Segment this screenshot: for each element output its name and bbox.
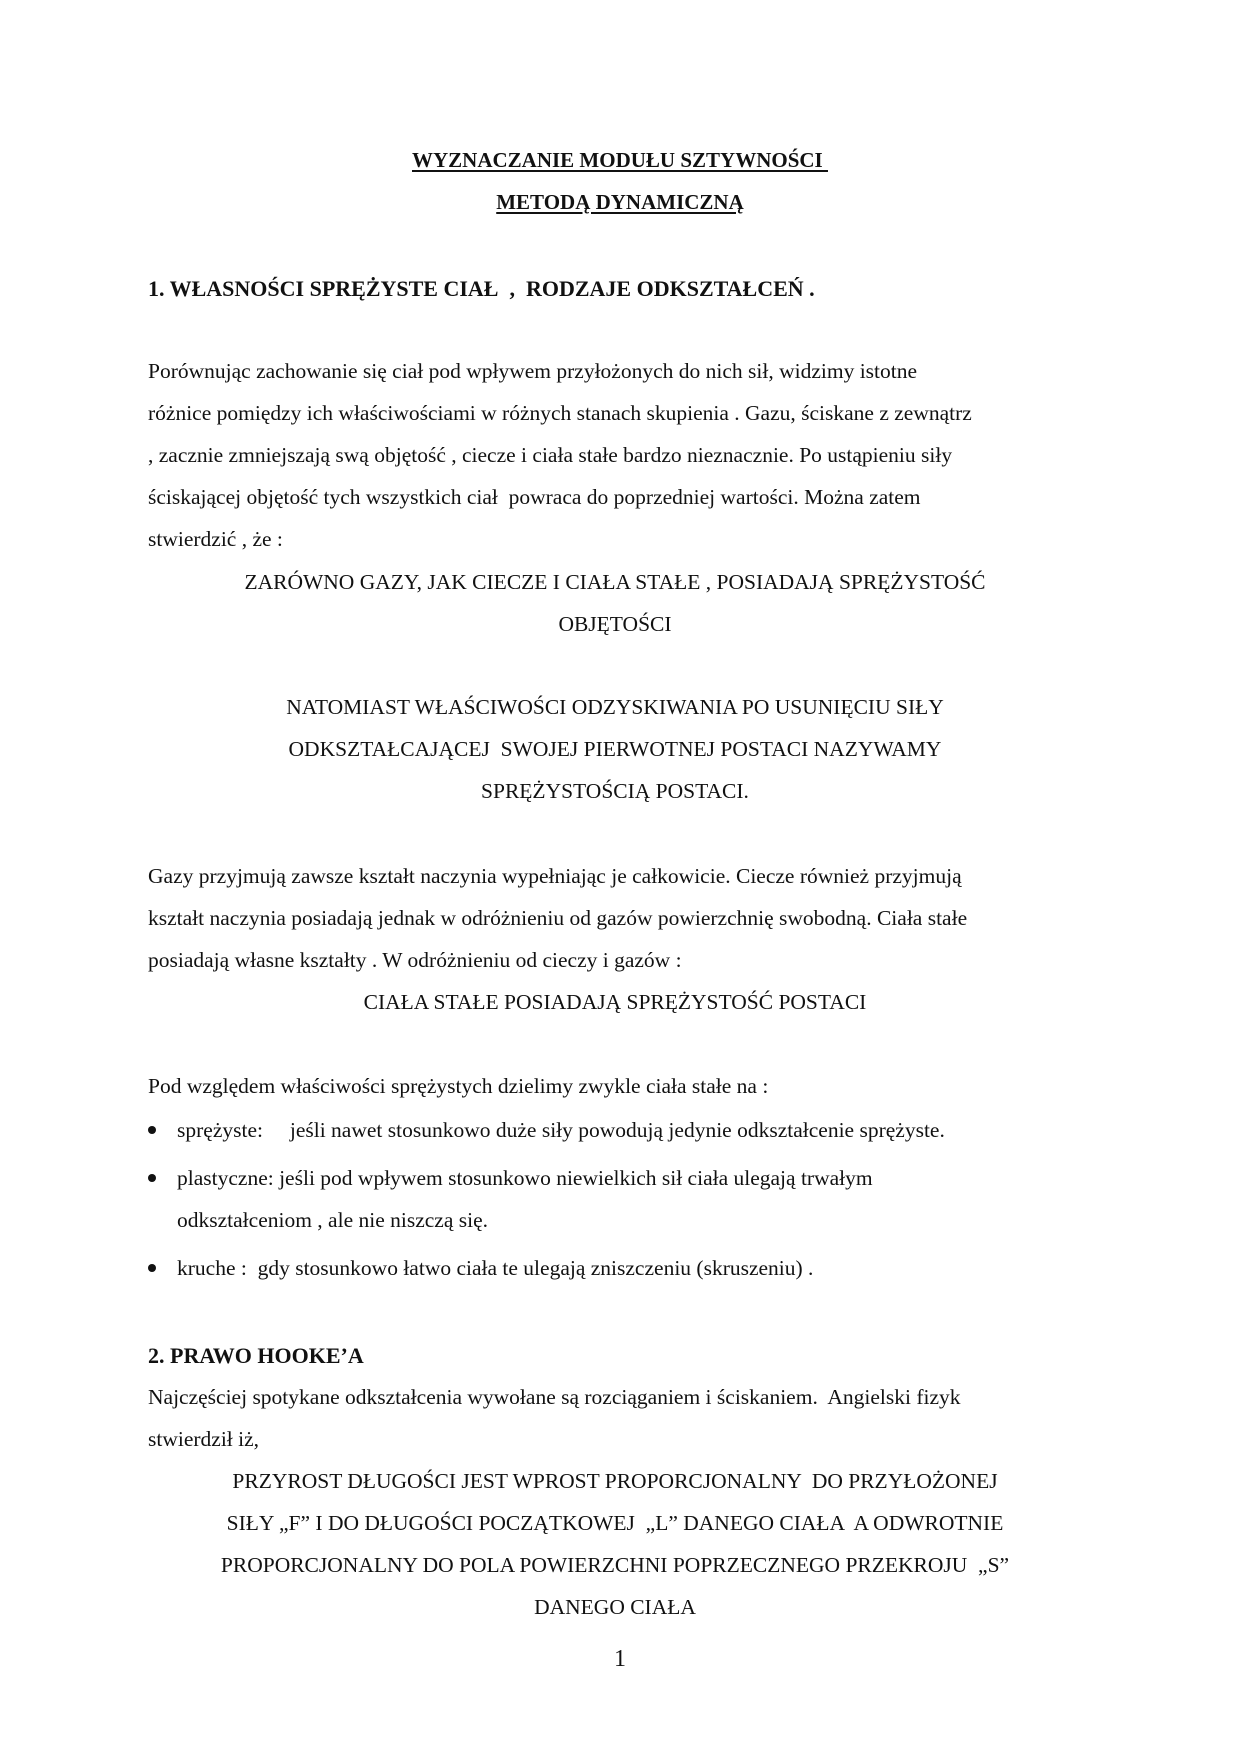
page-number: 1 xyxy=(614,1646,626,1672)
paragraph-1-line: Porównując zachowanie się ciał pod wpływem przyłożonych do nich sił, widzimy istotne xyxy=(148,359,918,383)
paragraph-4-line: stwierdził iż, xyxy=(148,1427,260,1451)
paragraph-1-line: różnice pomiędzy ich właściwościami w różnych stanach skupienia . Gazu, ściskane z zewnątrz xyxy=(148,401,972,425)
list-item xyxy=(148,1247,1108,1289)
bullet-icon xyxy=(148,1264,156,1272)
bullet-icon xyxy=(148,1174,156,1182)
list-item-text: kruche : gdy stosunkowo łatwo ciała te ulegają zniszczeniu (skruszeniu) . xyxy=(177,1256,814,1280)
list-item-text: plastyczne: jeśli pod wpływem stosunkowo niewielkich sił ciała ulegają trwałym xyxy=(177,1166,873,1190)
paragraph-2-line: kształt naczynia posiadają jednak w odróżnieniu od gazów powierzchnię swobodną. Ciała stałe xyxy=(148,906,968,930)
statement-2 xyxy=(140,686,1090,812)
paragraph-1-line: , zacznie zmniejszają swą objętość , ciecze i ciała stałe bardzo nieznacznie. Po ustąpieniu siły xyxy=(148,443,953,467)
paragraph-2-line: posiadają własne kształty . W odróżnieniu od cieczy i gazów : xyxy=(148,948,682,972)
statement-1 xyxy=(140,561,1090,645)
bullet-icon xyxy=(148,1126,156,1134)
paragraph-1 xyxy=(148,350,1098,560)
paragraph-4 xyxy=(148,1376,1098,1460)
statement-2-line: ODKSZTAŁCAJĄCEJ SWOJEJ PIERWOTNEJ POSTACI NAZYWAMY xyxy=(288,737,942,761)
statement-4-line: DANEGO CIAŁA xyxy=(534,1595,696,1619)
list-item xyxy=(148,1157,1108,1241)
list-item xyxy=(148,1109,1108,1151)
paragraph-3 xyxy=(148,1065,1098,1107)
paragraph-2-line: Gazy przyjmują zawsze kształt naczynia wypełniając je całkowicie. Ciecze również przyjmują xyxy=(148,864,962,888)
section-1-heading: 1. WŁASNOŚCI SPRĘŻYSTE CIAŁ , RODZAJE ODKSZTAŁCEŃ . xyxy=(148,276,815,301)
statement-4-line: SIŁY „F” I DO DŁUGOŚCI POCZĄTKOWEJ „L” DANEGO CIAŁA A ODWROTNIE xyxy=(226,1511,1004,1535)
statement-4-line: PROPORCJONALNY DO POLA POWIERZCHNI POPRZECZNEGO PRZEKROJU „S” xyxy=(220,1553,1010,1577)
document-title-line-1: WYZNACZANIE MODUŁU SZTYWNOŚCI xyxy=(412,148,828,172)
paragraph-2 xyxy=(148,855,1098,981)
paragraph-1-line: stwierdzić , że : xyxy=(148,527,283,551)
statement-4 xyxy=(140,1460,1090,1628)
paragraph-3-line: Pod względem właściwości sprężystych dzielimy zwykle ciała stałe na : xyxy=(148,1074,769,1098)
statement-2-line: SPRĘŻYSTOŚCIĄ POSTACI. xyxy=(481,779,749,803)
statement-2-line: NATOMIAST WŁAŚCIWOŚCI ODZYSKIWANIA PO USUNIĘCIU SIŁY xyxy=(286,695,944,719)
statement-1-line: ZARÓWNO GAZY, JAK CIECZE I CIAŁA STAŁE , POSIADAJĄ SPRĘŻYSTOŚĆ xyxy=(244,570,986,594)
statement-3 xyxy=(140,981,1090,1023)
section-2-heading: 2. PRAWO HOOKE’A xyxy=(148,1343,364,1368)
list-item-text: sprężyste: jeśli nawet stosunkowo duże siły powodują jedynie odkształcenie sprężyste. xyxy=(177,1118,945,1142)
solid-types-list xyxy=(148,1109,1108,1295)
document-title-line-2: METODĄ DYNAMICZNĄ xyxy=(496,190,744,214)
statement-4-line: PRZYROST DŁUGOŚCI JEST WPROST PROPORCJONALNY DO PRZYŁOŻONEJ xyxy=(232,1469,998,1493)
statement-1-line: OBJĘTOŚCI xyxy=(558,612,672,636)
paragraph-1-line: ściskającej objętość tych wszystkich ciał powraca do poprzedniej wartości. Można zatem xyxy=(148,485,921,509)
statement-3-line: CIAŁA STAŁE POSIADAJĄ SPRĘŻYSTOŚĆ POSTACI xyxy=(363,990,867,1014)
paragraph-4-line: Najczęściej spotykane odkształcenia wywołane są rozciąganiem i ściskaniem. Angielski fizyk xyxy=(148,1385,961,1409)
list-item-text: odkształceniom , ale nie niszczą się. xyxy=(177,1208,489,1232)
